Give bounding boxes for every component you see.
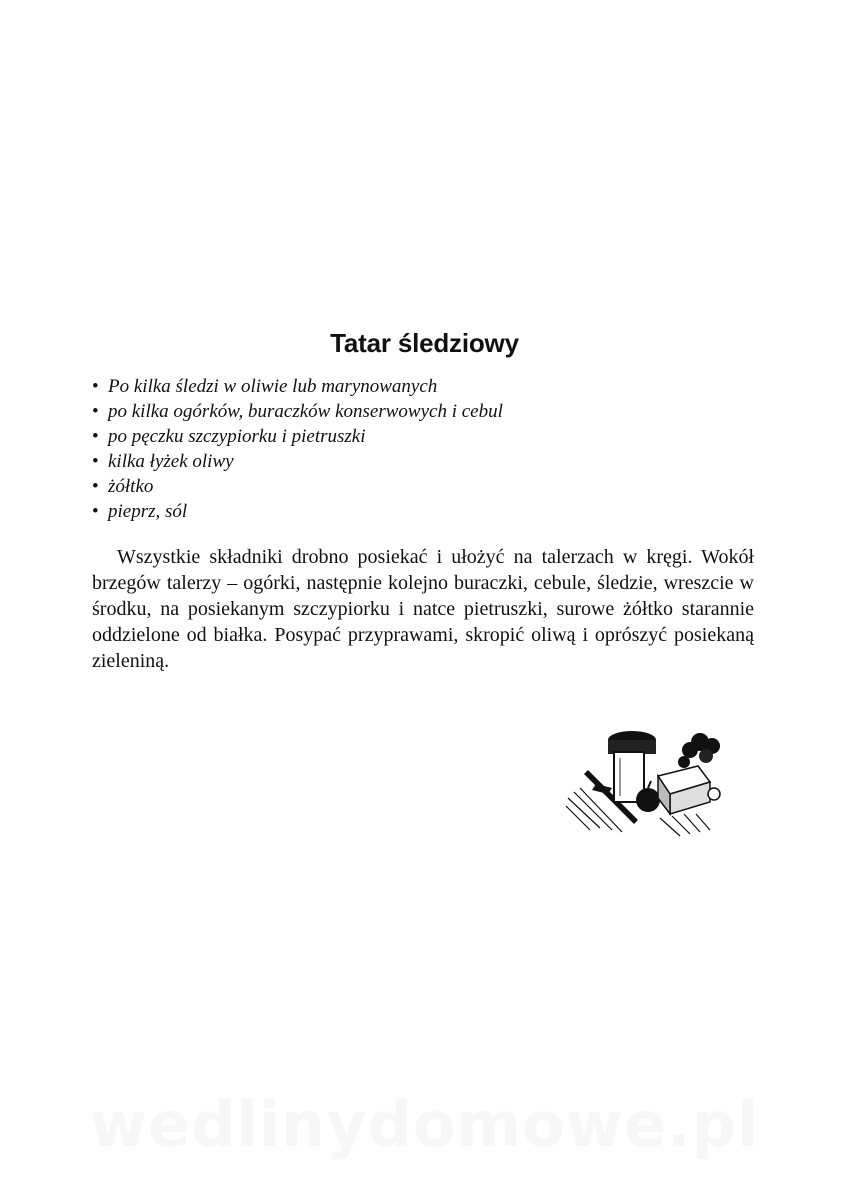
bullet: • [92,451,99,472]
ingredient-item [92,474,503,499]
ingredient-item [92,449,503,474]
bullet: • [92,376,99,397]
bullet: • [92,476,99,497]
recipe-instructions: Wszystkie składniki drobno posiekać i ułożyć na talerzach w kręgi. Wokół brzegów talerzy – ogórki, następnie kolejno buraczki, cebule, śledzie, wreszcie w środku, na posiekanym szczypiorku i natce pietruszki, surowe żółtko starannie oddzielone od białka. Posypać przyprawami, skropić oliwą i oprószyć posiekaną zieleniną. [92,546,754,672]
ingredient-item [92,499,503,524]
recipe-title: Tatar śledziowy [330,328,519,358]
bullet: • [92,501,99,522]
ingredient-item [92,374,503,399]
ingredient-text: kilka łyżek oliwy [108,451,234,472]
watermark: wedlinydomowe.pl [89,1088,760,1161]
ingredient-text: żółtko [108,476,154,497]
ingredient-item [92,424,503,449]
bullet: • [92,426,99,447]
food-still-life-icon [560,718,740,838]
ingredient-text: Po kilka śledzi w oliwie lub marynowanych [108,376,438,397]
ingredient-text: pieprz, sól [108,501,188,522]
ingredient-item [92,399,503,424]
ingredient-text: po kilka ogórków, buraczków konserwowych i cebul [108,401,503,422]
ingredient-text: po pęczku szczypiorku i pietruszki [108,426,366,447]
ingredient-list [92,374,503,524]
bullet: • [92,401,99,422]
